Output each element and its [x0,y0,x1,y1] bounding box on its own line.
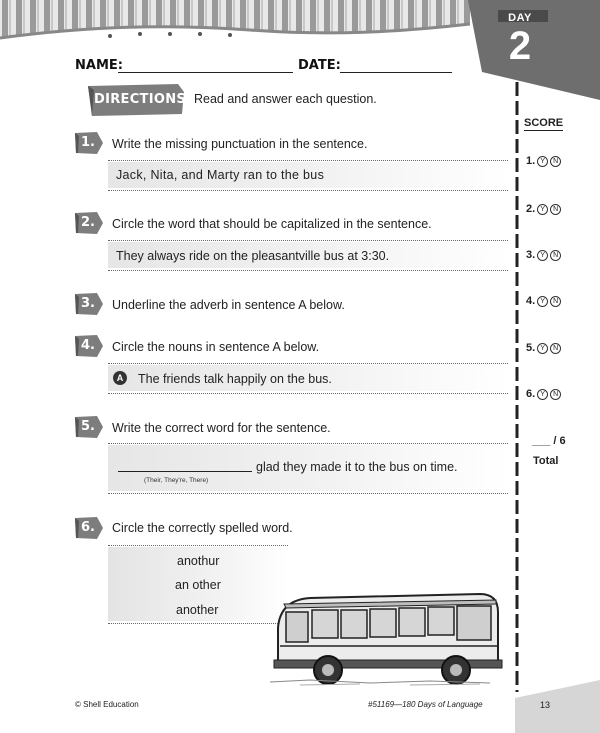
footer-copyright: © Shell Education [75,700,139,709]
total-label: Total [533,455,559,467]
score-row-number: 6. [526,388,536,400]
divider-dotted [108,545,288,546]
sentence-a-marker: A [113,371,127,385]
score-row-number: 1. [526,155,536,167]
yes-circle[interactable]: Y [537,389,548,400]
page-number: 13 [540,700,551,710]
divider-dotted [108,240,508,241]
question-2-prompt: Circle the word that should be capitalized in the sentence. [112,217,432,231]
score-row-number: 3. [526,249,536,261]
score-row-2 [526,203,561,215]
yes-circle[interactable]: Y [537,296,548,307]
divider-dotted [108,363,508,364]
question-1-number: 1. [81,135,95,150]
directions-text: Read and answer each question. [194,92,377,106]
score-row-number: 5. [526,342,536,354]
total-score[interactable]: ___ / 6 [532,435,566,447]
divider-dotted [108,190,508,191]
date-field[interactable] [340,72,452,73]
question-5-number: 5. [81,419,95,434]
divider-dotted [108,493,508,494]
day-number: 2 [508,24,532,68]
option-another[interactable]: another [176,603,219,617]
question-2-sentence: They always ride on the pleasantville bus at 3:30. [116,249,390,263]
score-divider [515,82,519,692]
divider-dotted [108,393,508,394]
question-2-number: 2. [81,215,95,230]
score-row-3 [526,249,561,261]
divider-dotted [108,443,508,444]
no-circle[interactable]: N [550,204,561,215]
no-circle[interactable]: N [550,389,561,400]
directions-title: DIRECTIONS [94,92,187,107]
question-5-blank[interactable] [118,471,252,472]
score-row-1 [526,155,561,167]
question-3-number: 3. [81,296,95,311]
name-field[interactable] [118,72,293,73]
bus-illustration [270,588,510,688]
score-row-number: 2. [526,203,536,215]
question-4-sentence: The friends talk happily on the bus. [138,372,332,386]
question-6-prompt: Circle the correctly spelled word. [112,521,293,535]
score-row-5 [526,342,561,354]
footer-book-title: #51169—180 Days of Language [368,700,483,709]
name-label: NAME: [75,58,123,73]
question-3-prompt: Underline the adverb in sentence A below. [112,298,345,312]
no-circle[interactable]: N [550,296,561,307]
no-circle[interactable]: N [550,250,561,261]
score-row-6 [526,388,561,400]
yes-circle[interactable]: Y [537,343,548,354]
yes-circle[interactable]: Y [537,204,548,215]
date-label: DATE: [298,58,341,73]
question-4-prompt: Circle the nouns in sentence A below. [112,340,320,354]
score-row-number: 4. [526,295,536,307]
no-circle[interactable]: N [550,156,561,167]
question-5-sentence: glad they made it to the bus on time. [256,460,458,474]
question-4-number: 4. [81,338,95,353]
question-6-number: 6. [81,520,95,535]
question-5-choices: (Their, They're, There) [144,477,209,484]
question-1-sentence: Jack, Nita, and Marty ran to the bus [116,168,325,182]
divider-dotted [108,160,508,161]
score-heading: SCORE [524,117,564,129]
yes-circle[interactable]: Y [537,156,548,167]
score-row-4 [526,295,561,307]
page-corner [515,680,600,733]
question-5-prompt: Write the correct word for the sentence. [112,421,331,435]
no-circle[interactable]: N [550,343,561,354]
day-label: DAY [508,12,532,24]
option-anothur[interactable]: anothur [177,554,220,568]
divider-dotted [108,623,288,624]
divider-dotted [108,270,508,271]
yes-circle[interactable]: Y [537,250,548,261]
question-1-prompt: Write the missing punctuation in the sentence. [112,137,368,151]
option-an-other[interactable]: an other [175,578,221,592]
